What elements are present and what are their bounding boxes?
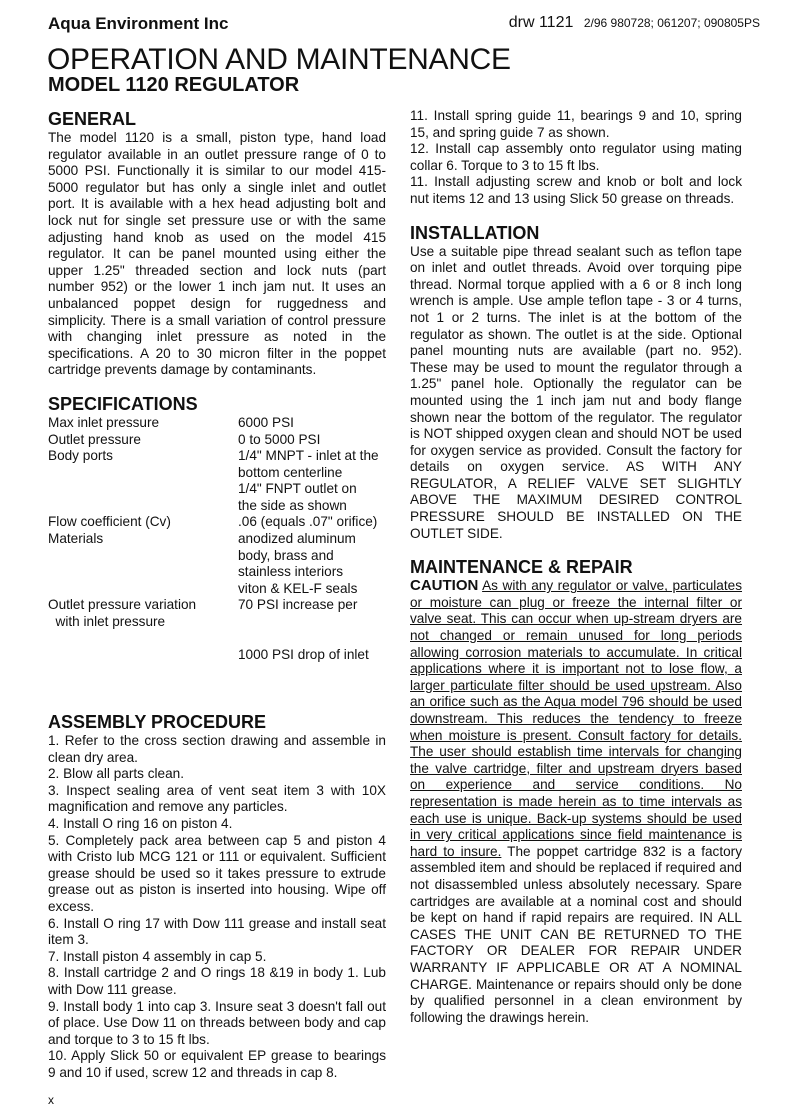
spec-row bbox=[48, 415, 386, 432]
spec-value bbox=[238, 597, 386, 614]
document-subtitle: MODEL 1120 REGULATOR bbox=[48, 74, 300, 96]
spec-value-line: 6000 PSI bbox=[238, 414, 294, 430]
left-column bbox=[48, 108, 386, 1119]
assembly-step: 10. Apply Slick 50 or equivalent EP grease to bearings 9 and 10 if used, screw 12 and threads in cap 8. bbox=[48, 1048, 386, 1080]
spec-value-line: anodized aluminum bbox=[238, 531, 356, 547]
assembly-step: 5. Completely pack area between cap 5 and piston 4 with Cristo lub MCG 121 or 111 or equivalent. Sufficient grease should be used so it takes pressure to extrude grease out as piston is inserted into housing. Wipe off excess. bbox=[48, 832, 386, 914]
spec-value bbox=[238, 531, 386, 597]
spec-value-line: 70 PSI increase per bbox=[238, 597, 358, 613]
spec-value-line: 1/4" FNPT outlet on bbox=[238, 481, 357, 497]
spec-row bbox=[48, 531, 386, 597]
assembly-step: 8. Install cartridge 2 and O rings 18 &19 in body 1. Lub with Dow 111 grease. bbox=[48, 965, 386, 997]
drawing-number: drw 1121 bbox=[508, 14, 574, 31]
spec-label: with inlet pressure bbox=[48, 614, 166, 630]
assembly-step: 6. Install O ring 17 with Dow 111 grease and install seat item 3. bbox=[48, 915, 386, 948]
spec-value-line: the side as shown bbox=[238, 497, 347, 513]
company-name: Aqua Environment Inc bbox=[48, 14, 229, 33]
caution-label: CAUTION bbox=[410, 577, 479, 595]
assembly-step: 4. Install O ring 16 on piston 4. bbox=[48, 815, 233, 831]
assembly-step: 11. Install spring guide 11, bearings 9 and 10, spring 15, and spring guide 7 as shown. bbox=[410, 108, 742, 140]
assembly-step: 1. Refer to the cross section drawing and assemble in clean dry area. bbox=[48, 733, 386, 765]
spec-value-line: bottom centerline bbox=[238, 464, 343, 480]
spec-label: Body ports bbox=[48, 448, 113, 464]
spec-value-line: viton & KEL-F seals bbox=[238, 580, 358, 596]
caution-text: As with any regulator or valve, particulates or moisture can plug or freeze the internal filter or valve seat. This can occur when up-stream dryers are not changed or remain unused for long periods allowing corrosion materials to accumulate. In critical applications where it is important not to lose flow, a larger particulate filter should be used upstream. Also an orifice such as the Aqua model 796 should be used downstream. This reduces the tendency to freeze when moisture is present. Consult factory for details. The user should establish time intervals for changing the valve cartridge, filter and upstream dryers based on experience and service conditions. No representation is made herein as to time intervals as each use is unique. Back-up systems should be used in very critical applications since field maintenance is hard to insure. bbox=[410, 578, 742, 859]
spec-value bbox=[238, 415, 386, 432]
spec-row bbox=[48, 448, 386, 514]
spec-row bbox=[48, 614, 386, 697]
general-heading: GENERAL bbox=[48, 109, 137, 129]
specifications-table bbox=[48, 415, 386, 697]
spec-row bbox=[48, 432, 386, 449]
assembly-step: 11. Install adjusting screw and knob or bolt and lock nut items 12 and 13 using Slick 50 grease on threads. bbox=[410, 174, 742, 206]
assembly-step: 9. Install body 1 into cap 3. Insure seat 3 doesn't fall out of place. Use Dow 11 on threads between body and cap and torque to 3 to 15 ft lbs. bbox=[48, 998, 386, 1047]
spec-value-line: .06 (equals .07" orifice) bbox=[238, 514, 378, 530]
spec-value bbox=[238, 614, 386, 697]
assembly-step: 12. Install cap assembly onto regulator using mating collar 6. Torque to 3 to 15 ft lbs. bbox=[410, 141, 742, 173]
spec-label: Outlet pressure variation bbox=[48, 597, 197, 613]
spec-value-line: 1000 PSI drop of inlet bbox=[238, 647, 369, 663]
drawing-reference bbox=[509, 14, 760, 32]
spec-value-line: 1/4" MNPT - inlet at the bbox=[238, 448, 379, 464]
spec-label: Materials bbox=[48, 531, 104, 547]
spec-value bbox=[238, 432, 386, 449]
maintenance-heading: MAINTENANCE & REPAIR bbox=[410, 557, 633, 578]
spec-label: Outlet pressure bbox=[48, 431, 141, 447]
spec-row bbox=[48, 597, 386, 614]
maintenance-body: The poppet cartridge 832 is a factory assembled item and should be replaced if required and not disassembled unless absolutely necessary. Spare cartridges are available at a nominal cost and should be kept on hand if rapid repairs are required. IN ALL CASES THE UNIT CAN BE RETURNED TO THE FACTORY OR DEALER FOR REPAIR UNDER WARRANTY IF APPLICABLE OR AT A NOMINAL CHARGE. Maintenance or repairs should only be done by qualified personnel in a clean environment by following the drawings herein. bbox=[410, 843, 743, 1025]
installation-text: Use a suitable pipe thread sealant such as teflon tape on inlet and outlet threads. Avoid over torquing pipe thread. Normal torque applied with a 6 or 8 inch long wrench is ample. Use ample teflon tape - 3 or 4 turns, not 1 or 2 turns. The inlet is at the bottom of the regulator as shown. The outlet is at the side. Optional panel mounting nuts are available (part no. 952). These may be used to mount the regulator through a 1.25" panel hole. Optionally the regulator can be mounted using the 1 inch jam nut and body flange shown near the bottom of the regulator. The regulator is NOT shipped oxygen clean and should NOT be used for oxygen service as provided. Consult the factory for details on oxygen service. AS WITH ANY REGULATOR, A RELIEF VALVE SET SLIGHTLY ABOVE THE MAXIMUM DESIRED CONTROL PRESSURE SHOULD BE INSTALLED ON THE OUTLET SIDE. bbox=[410, 243, 742, 541]
assembly-heading: ASSEMBLY PROCEDURE bbox=[48, 712, 267, 732]
spec-label: Max inlet pressure bbox=[48, 414, 160, 430]
assembly-step: 3. Inspect sealing area of vent seat item 3 with 10X magnification and remove any particles. bbox=[48, 782, 386, 815]
maintenance-text bbox=[410, 578, 742, 1026]
assembly-step: 7. Install piston 4 assembly in cap 5. bbox=[48, 948, 267, 964]
spec-value-line: body, brass and bbox=[238, 547, 334, 563]
spec-value-line: 0 to 5000 PSI bbox=[238, 431, 321, 447]
specifications-heading: SPECIFICATIONS bbox=[48, 393, 198, 414]
spec-label: Flow coefficient (Cv) bbox=[48, 514, 171, 530]
spec-row bbox=[48, 514, 386, 531]
right-column bbox=[410, 108, 742, 1026]
page-mark: x bbox=[48, 1093, 54, 1108]
spec-value-line: stainless interiors bbox=[238, 564, 344, 580]
assembly-step: 2. Blow all parts clean. bbox=[48, 766, 185, 782]
document-title: OPERATION AND MAINTENANCE bbox=[47, 43, 511, 76]
general-text: The model 1120 is a small, piston type, hand load regulator available in an outlet pressure range of 0 to 5000 PSI. Functionally it is similar to our model 415-5000 regulator but has only a single inlet and outlet port. It is available with a hex head adjusting bolt and lock nut for single set pressure use or with the same adjusting hand knob as used on the model 415 regulator. It can be panel mounted using either the upper 1.25" threaded section and lock nuts (part number 952) or the lower 1 inch jam nut. It uses an unbalanced poppet design for ruggedness and simplicity. There is a small variation of control pressure with changing inlet pressure as noted in the specifications. A 20 to 30 micron filter in the poppet cartridge prevents damage by contaminants. bbox=[48, 130, 386, 378]
spec-value bbox=[238, 448, 386, 514]
spec-value bbox=[238, 514, 386, 531]
revision-codes: 2/96 980728; 061207; 090805PS bbox=[583, 16, 760, 30]
installation-heading: INSTALLATION bbox=[410, 222, 540, 243]
